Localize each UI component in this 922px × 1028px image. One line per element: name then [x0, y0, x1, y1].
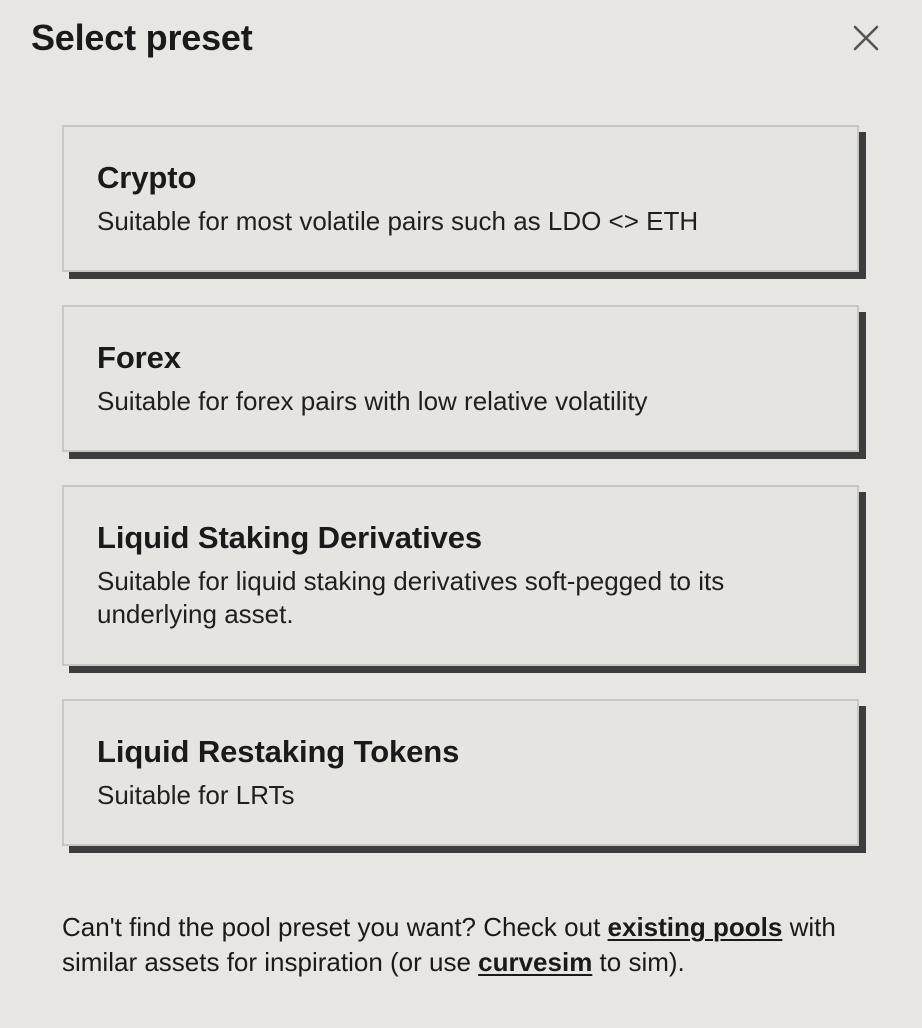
preset-description: Suitable for most volatile pairs such as LDO <> ETH	[97, 206, 699, 236]
preset-title: Liquid Staking Derivatives	[97, 520, 483, 555]
preset-description: Suitable for LRTs	[97, 780, 295, 810]
preset-title: Forex	[97, 340, 181, 375]
footer-text-before: Can't find the pool preset you want? Check out	[62, 912, 608, 942]
curvesim-link[interactable]: curvesim	[478, 947, 593, 977]
footer-text-after: to sim).	[592, 947, 685, 977]
close-button[interactable]	[848, 20, 884, 56]
preset-card-liquid-staking-derivatives[interactable]	[62, 485, 859, 666]
preset-title: Liquid Restaking Tokens	[97, 734, 460, 769]
modal-title: Select preset	[31, 17, 253, 58]
preset-card-crypto[interactable]	[62, 125, 859, 272]
preset-title: Crypto	[97, 160, 197, 195]
footer-note	[62, 910, 862, 980]
preset-description: Suitable for forex pairs with low relative volatility	[97, 386, 648, 416]
preset-card-forex[interactable]	[62, 305, 859, 452]
close-icon	[852, 24, 880, 52]
footer-text-middle: with similar assets for inspiration (or use	[62, 912, 836, 977]
preset-card-liquid-restaking-tokens[interactable]	[62, 699, 859, 846]
existing-pools-link[interactable]: existing pools	[607, 912, 783, 942]
preset-description: Suitable for liquid staking derivatives soft-pegged to its underlying asset.	[97, 566, 725, 629]
